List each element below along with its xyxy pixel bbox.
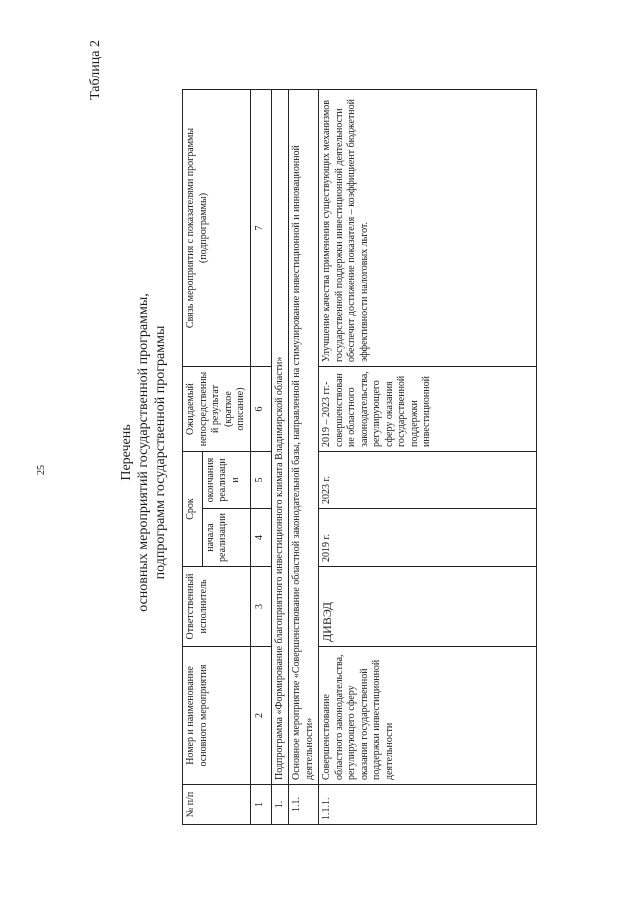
- page-number: 25: [36, 465, 47, 475]
- item-link: Улучшение качества применения существующих механизмов государственной поддержки инвестиционной деятельности обеспечит достижение показателя – коэффициент бюджетной эффективности налоговых льгот.: [319, 90, 537, 367]
- main-event-text: Основное мероприятие «Совершенствование областной законодательной базы, направленной на стимулирование инвестиционной и инновационной деятельности»: [289, 90, 319, 785]
- col-number: 6: [250, 367, 271, 452]
- col-number: 3: [250, 567, 271, 647]
- item-name: Совершенствование областного законодательства, регулирующего сферу оказания государственной поддержки инвестиционной деятельности: [319, 647, 537, 785]
- col-number: 1: [250, 785, 271, 825]
- table-label: Таблица 2: [88, 40, 103, 100]
- col-number: 2: [250, 647, 271, 785]
- header-end: окончания реализации: [202, 452, 250, 509]
- item-executor: ДИВЭД: [319, 567, 537, 647]
- row-num: 1.: [271, 785, 289, 825]
- header-num: № п/п: [183, 785, 251, 825]
- header-result: Ожидаемый непосредственный результат (краткое описание): [183, 367, 251, 452]
- header-link: Связь мероприятия с показателями программы (подпрограммы): [183, 90, 251, 367]
- header-term: Срок: [183, 452, 203, 567]
- subprogram-text: Подпрограмма «Формирование благоприятного инвестиционного климата Владимирской области»: [271, 90, 289, 785]
- events-table: [182, 89, 537, 825]
- item-result: 2019 – 2023 гг.- совершенствование областного законодательства, регулирующего сферу оказания государственной поддержки инвестиционной: [319, 367, 537, 452]
- column-numbers-row: [250, 90, 271, 825]
- col-number: 7: [250, 90, 271, 367]
- item-end: 2023 г.: [319, 452, 537, 509]
- header-executor: Ответственный исполнитель: [183, 567, 251, 647]
- col-number: 4: [250, 509, 271, 567]
- title-line-3: подпрограмм государственной программы: [153, 325, 168, 580]
- header-start: начала реализации: [202, 509, 250, 567]
- title-line-1: Перечень: [119, 424, 134, 481]
- row-num: 1.1.: [289, 785, 319, 825]
- col-number: 5: [250, 452, 271, 509]
- row-num: 1.1.1.: [319, 785, 537, 825]
- main-event-row: [289, 90, 319, 825]
- item-start: 2019 г.: [319, 509, 537, 567]
- header-row: [183, 90, 203, 825]
- header-event-name: Номер и наименование основного мероприятия: [183, 647, 251, 785]
- title-line-2: основных мероприятий государственной программы,: [136, 293, 151, 612]
- item-row: [319, 90, 537, 825]
- subprogram-row: [271, 90, 289, 825]
- document-title: [118, 0, 169, 905]
